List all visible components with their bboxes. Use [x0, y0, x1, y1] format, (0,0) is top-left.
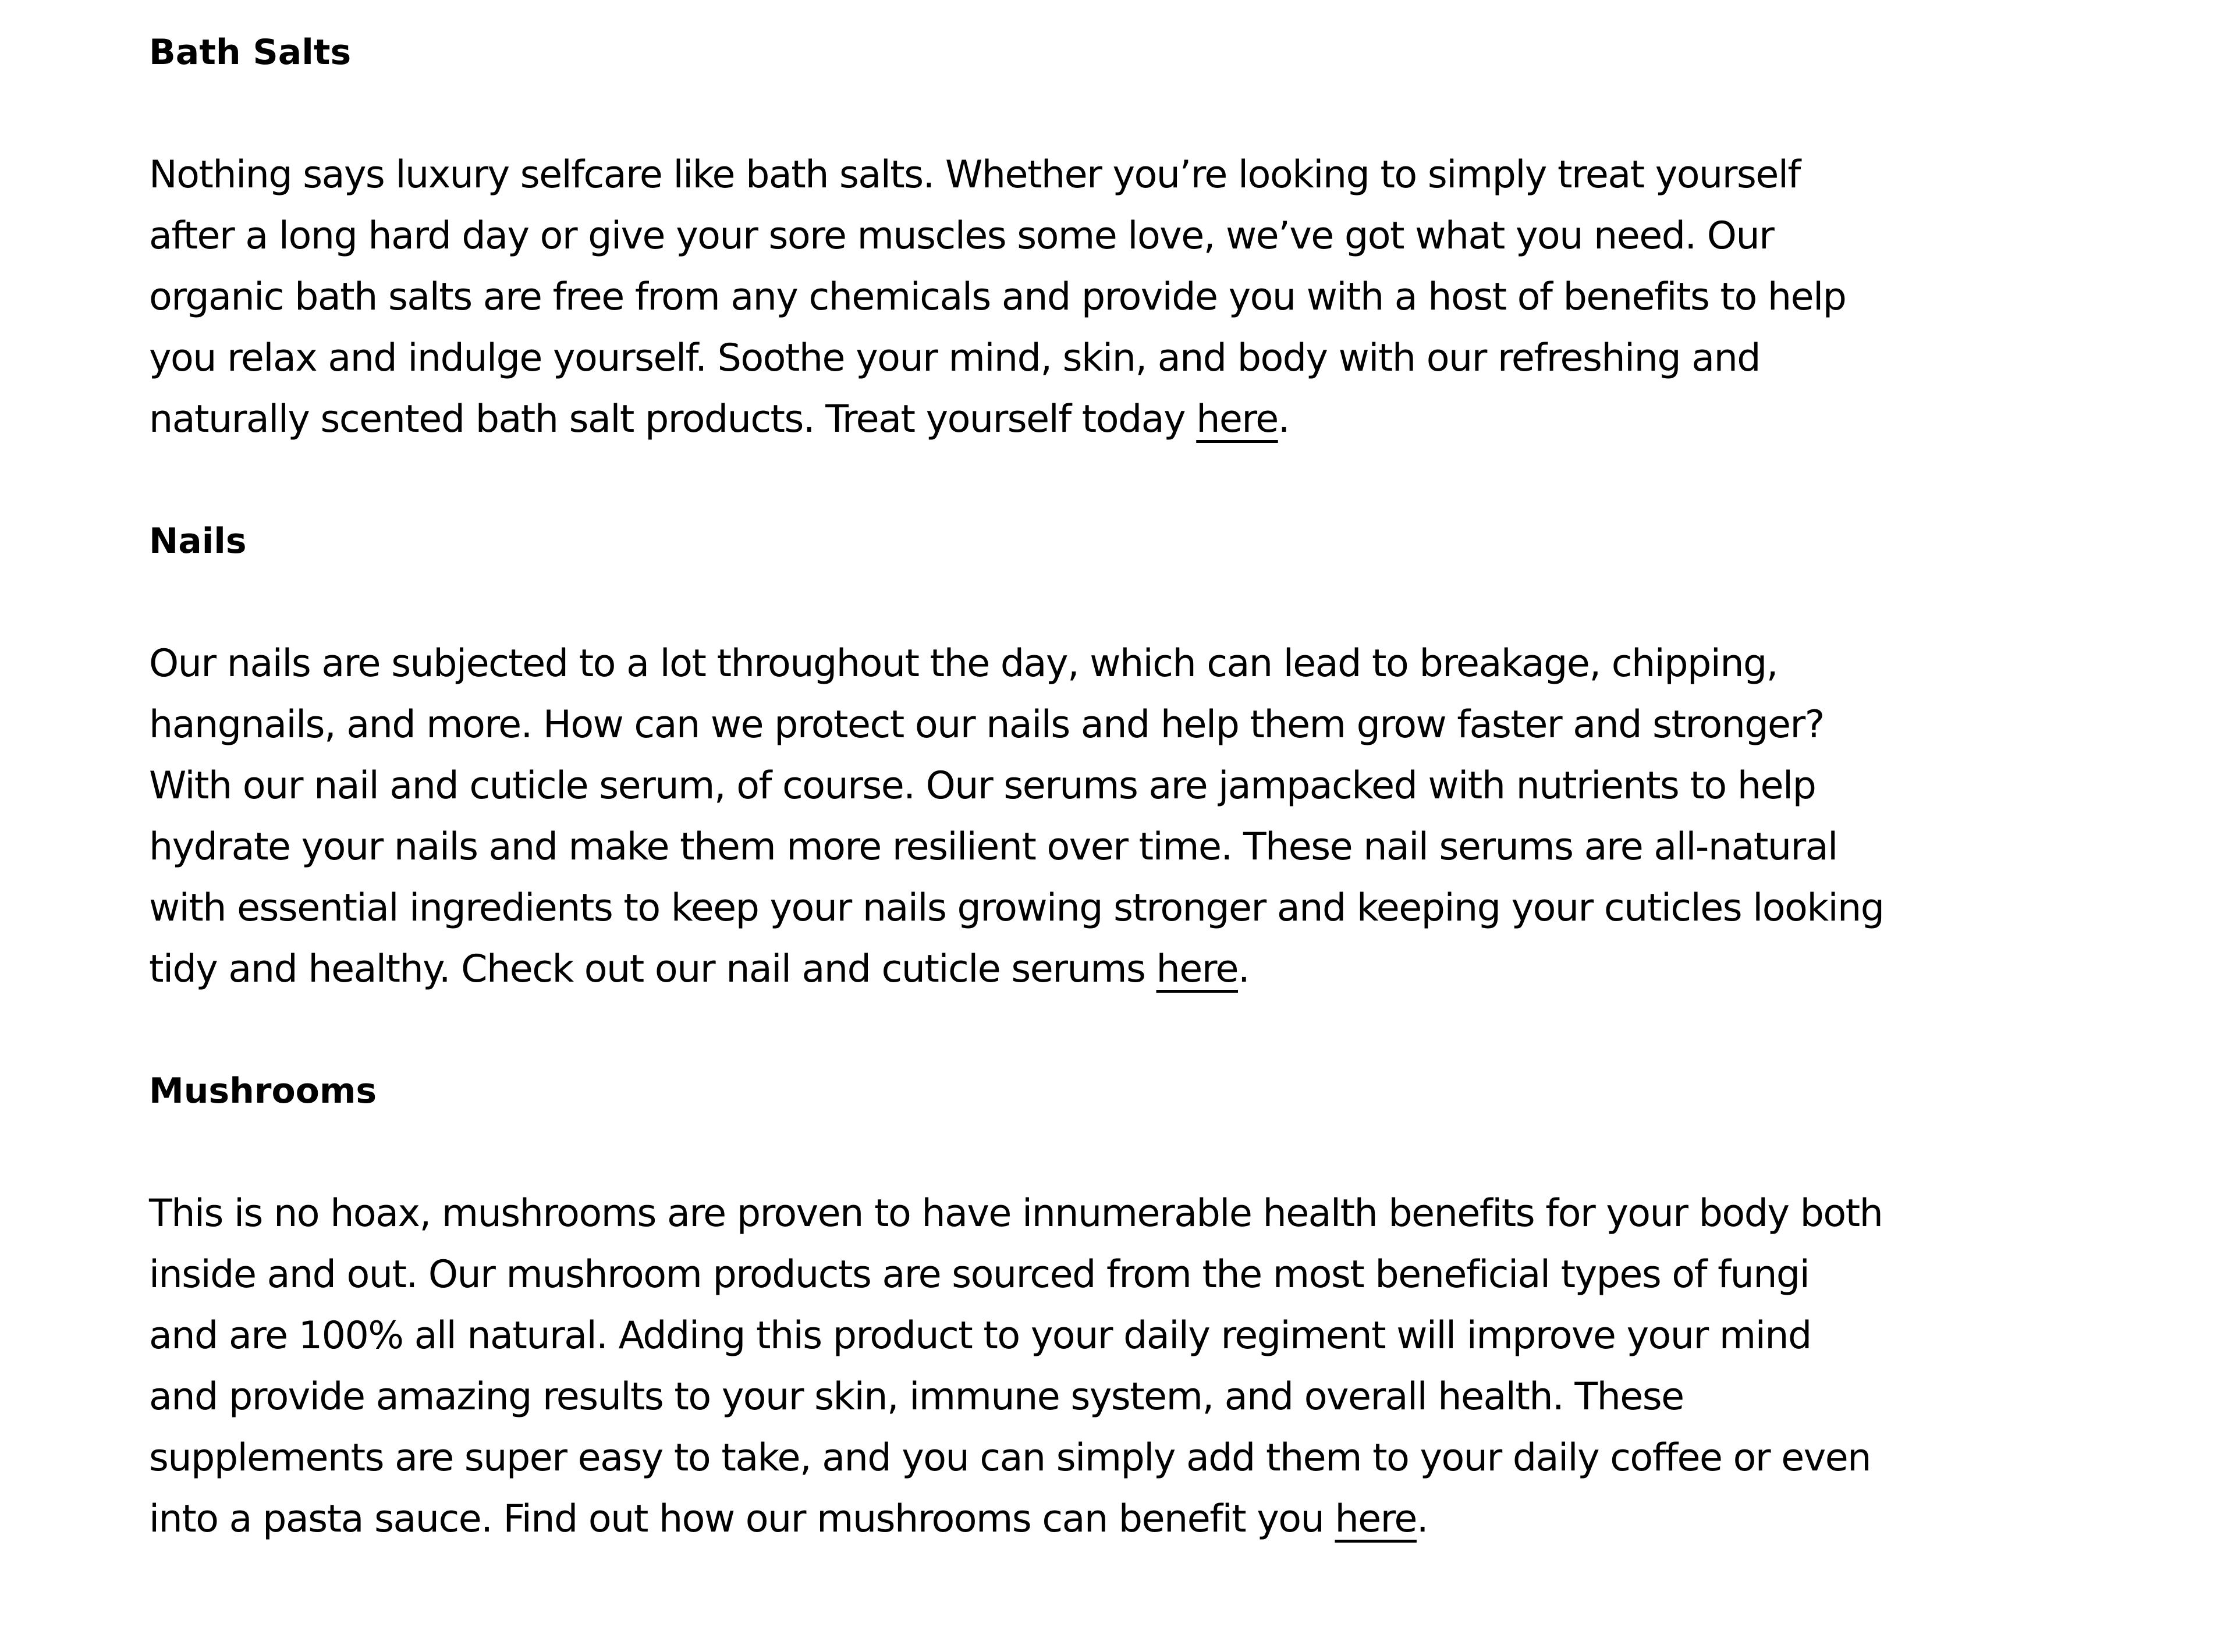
paragraph-line: supplements are super easy to take, and you can simply add them to your daily coffee or even	[149, 1436, 1871, 1480]
section-heading: Bath Salts	[149, 32, 352, 73]
paragraph-line: after a long hard day or give your sore muscles some love, we’ve got what you need. Our	[149, 214, 1774, 258]
bath-salts-here-link[interactable]: here	[1196, 397, 1278, 441]
section-bath-salts	[149, 22, 2140, 511]
paragraph-line: With our nail and cuticle serum, of course. Our serums are jampacked with nutrients to help	[149, 764, 1816, 808]
line-punctuation: .	[1238, 947, 1250, 991]
paragraph-last-line	[149, 1488, 2140, 1550]
paragraph-line: Nothing says luxury selfcare like bath salts. Whether you’re looking to simply treat yourself	[149, 153, 1800, 197]
nails-here-link[interactable]: here	[1156, 947, 1239, 991]
line-text: naturally scented bath salt products. Treat yourself today	[149, 397, 1197, 441]
paragraph-line: inside and out. Our mushroom products are sourced from the most beneficial types of fungi	[149, 1253, 1810, 1296]
paragraph-line: you relax and indulge yourself. Soothe your mind, skin, and body with our refreshing and	[149, 336, 1761, 380]
section-paragraph	[149, 633, 2140, 1000]
paragraph-line: hangnails, and more. How can we protect our nails and help them grow faster and stronger?	[149, 703, 1824, 747]
section-paragraph	[149, 144, 2140, 450]
line-punctuation: .	[1416, 1497, 1428, 1541]
mushrooms-here-link[interactable]: here	[1335, 1497, 1417, 1541]
paragraph-line: and are 100% all natural. Adding this product to your daily regiment will improve your mind	[149, 1314, 1811, 1358]
paragraph-line: organic bath salts are free from any chemicals and provide you with a host of benefits to help	[149, 275, 1846, 319]
section-paragraph	[149, 1183, 2140, 1550]
line-text: into a pasta sauce. Find out how our mushrooms can benefit you	[149, 1497, 1335, 1541]
document-body	[149, 22, 2140, 1550]
paragraph-line: with essential ingredients to keep your nails growing stronger and keeping your cuticles looking	[149, 886, 1884, 930]
line-text: tidy and healthy. Check out our nail and cuticle serums	[149, 947, 1156, 991]
section-nails	[149, 511, 2140, 1061]
paragraph-line: Our nails are subjected to a lot throughout the day, which can lead to breakage, chipping,	[149, 642, 1778, 685]
paragraph-last-line	[149, 939, 2140, 1000]
section-mushrooms	[149, 1061, 2140, 1550]
line-punctuation: .	[1278, 397, 1289, 441]
paragraph-line: and provide amazing results to your skin, immune system, and overall health. These	[149, 1375, 1684, 1419]
section-heading: Mushrooms	[149, 1071, 377, 1111]
paragraph-line: This is no hoax, mushrooms are proven to have innumerable health benefits for your body both	[149, 1192, 1883, 1235]
section-heading: Nails	[149, 521, 247, 562]
paragraph-line: hydrate your nails and make them more resilient over time. These nail serums are all-natural	[149, 825, 1837, 869]
paragraph-last-line	[149, 389, 2140, 450]
